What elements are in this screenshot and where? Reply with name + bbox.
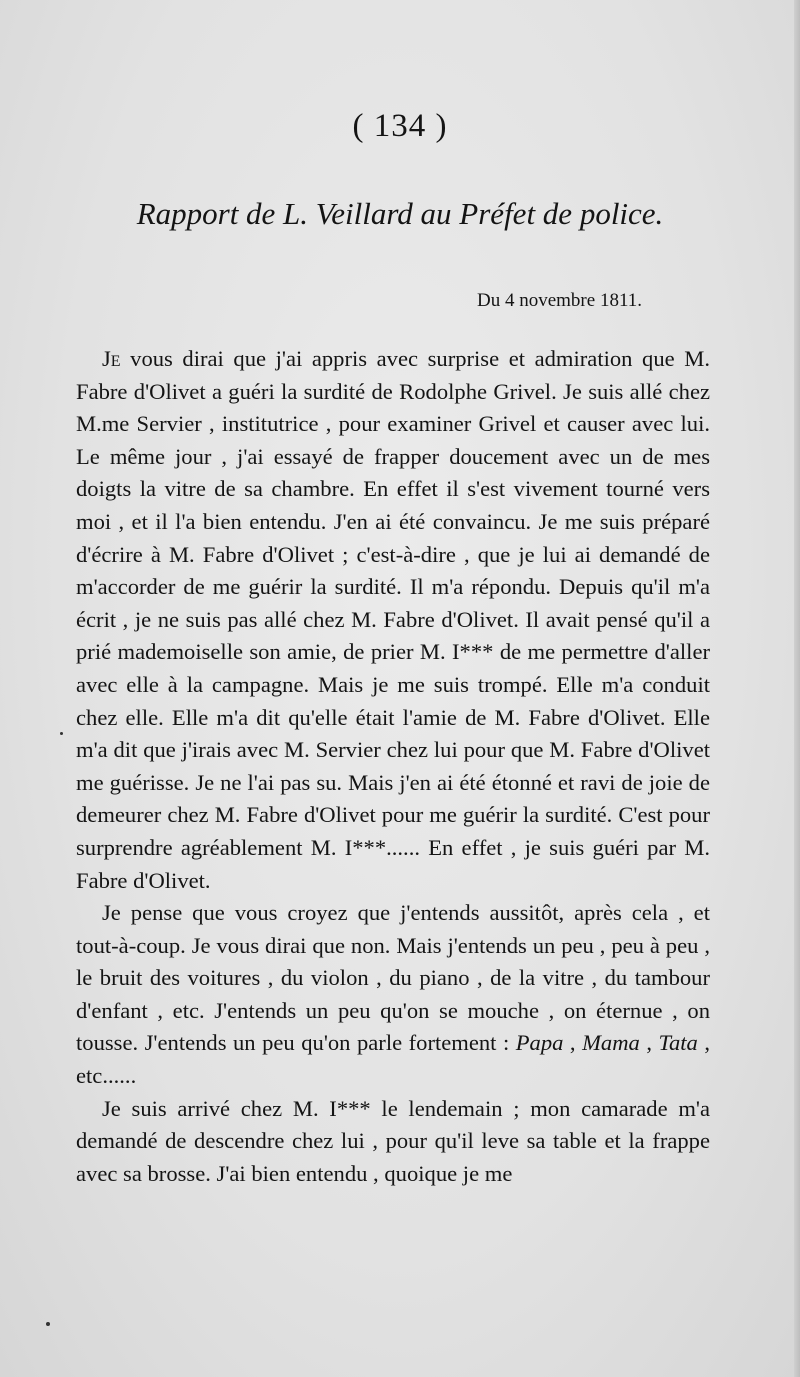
paragraph-1 bbox=[76, 343, 710, 897]
report-body bbox=[76, 343, 710, 1190]
report-date: Du 4 novembre 1811. bbox=[477, 290, 642, 311]
paper-speck bbox=[60, 732, 63, 735]
paragraph-3-text: Je suis arrivé chez M. I*** le lendemain ; mon camarade m'a demandé de descendre chez lui , pour qu'il leve sa table et la frappe avec sa brosse. J'ai bien entendu , quoique je me bbox=[76, 1095, 710, 1186]
paragraph-2-italic-tata: Tata bbox=[658, 1030, 698, 1056]
paragraph-2 bbox=[76, 897, 710, 1093]
paragraph-2-text-before: Je pense que vous croyez que j'entends aussitôt, après cela , et tout-à-coup. Je vous dirai que non. Mais j'entends un peu , peu à peu , le bruit des voitures , du violon , du piano , de la vitre , du tambour d'enfant , etc. J'entends un peu qu'on se mouche , on éternue , on tousse. J'entends un peu qu'on parle fortement : bbox=[76, 900, 710, 1056]
paragraph-2-italic-papa: Papa bbox=[515, 1030, 564, 1056]
paragraph-1-text: vous dirai que j'ai appris avec surprise et admiration que M. Fabre d'Olivet a guéri la surdité de Rodolphe Grivel. Je suis allé chez M.me Servier , institutrice , pour examiner Grivel et causer avec lui. Le même jour , j'ai essayé de frapper doucement avec un de mes doigts la vitre de sa chambre. En effet il s'est vivement tourné vers moi , et il l'a bien entendu. J'en ai été convaincu. Je me suis préparé d'écrire à M. Fabre d'Olivet ; c'est-à-dire , que je lui ai demandé de m'accorder de me guérir la surdité. Il m'a répondu. Depuis qu'il m'a écrit , je ne suis pas allé chez M. Fabre d'Olivet. Il avait pensé qu'il a prié mademoiselle son amie, de prier M. I*** de me permettre d'aller avec elle à la campagne. Mais je me suis trompé. Elle m'a conduit chez elle. Elle m'a dit qu'elle était l'amie de M. Fabre d'Olivet. Elle m'a dit que j'irais avec M. Servier chez lui pour que M. Fabre d'Olivet me guérisse. Je ne l'ai pas su. Mais j'en ai été étonné et ravi de joie de demeurer chez M. Fabre d'Olivet pour me guérir la surdité. C'est pour surprendre agréablement M. I***...... En effet , je suis guéri par M. Fabre d'Olivet. bbox=[76, 346, 710, 893]
paragraph-2-sep-2: , bbox=[639, 1030, 659, 1056]
paragraph-2-sep-1: , bbox=[563, 1030, 583, 1056]
paper-speck bbox=[46, 1322, 50, 1326]
paragraph-2-italic-mama: Mama bbox=[582, 1030, 640, 1056]
paragraph-2-text-after: , etc...... bbox=[76, 1030, 711, 1089]
report-title: Rapport de L. Veillard au Préfet de police. bbox=[136, 196, 664, 231]
page-number: ( 134 ) bbox=[352, 108, 448, 144]
paragraph-1-lead: Je bbox=[102, 346, 121, 371]
paragraph-3 bbox=[76, 1093, 710, 1191]
